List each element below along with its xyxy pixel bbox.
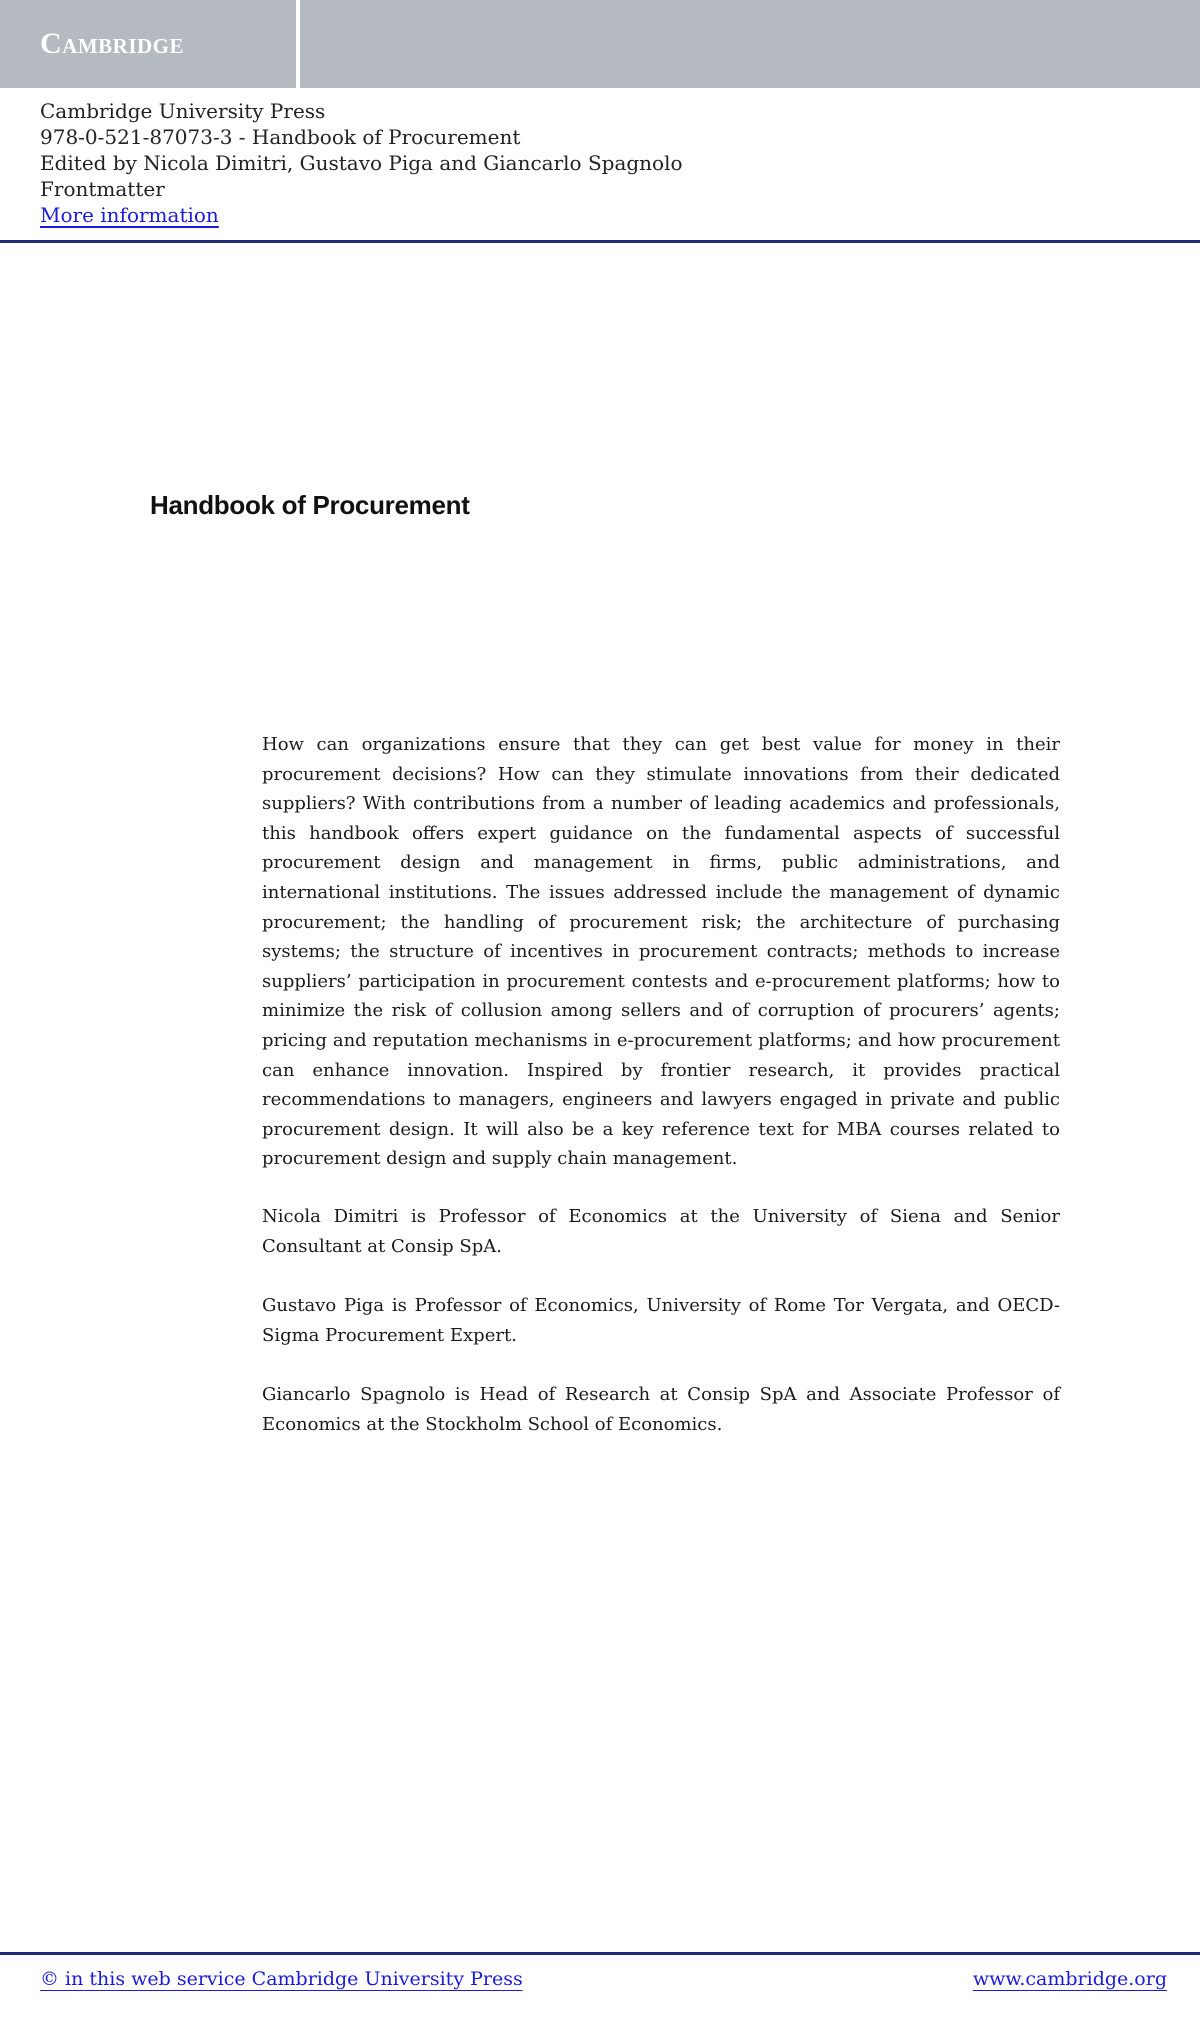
brand-header-bar [0,0,1200,88]
book-description-section [262,730,1060,1439]
book-description: How can organizations ensure that they can get best value for money in their procurement decisions? How can they stimulate innovations from their dedicated suppliers? With contributions from a number of leading academics and professionals, this handbook offers expert guidance on the fundamental aspects of successful procurement design and management in firms, public administrations, and international institutions. The issues addressed include the management of dynamic procurement; the handling of procurement risk; the architecture of purchasing systems; the structure of incentives in procurement contracts; methods to increase suppliers’ participation in procurement contests and e-procurement platforms; how to minimize the risk of collusion among sellers and of corruption of procurers’ agents; pricing and reputation mechanisms in e-procurement platforms; and how procurement can enhance innovation. Inspired by frontier research, it provides practical recommendations to managers, engineers and lawyers engaged in private and public procurement design. It will also be a key reference text for MBA courses related to procurement design and supply chain management. [262,734,1060,1170]
copyright-link[interactable]: © in this web service Cambridge University Press [40,1968,523,1990]
author-bio [262,1380,1060,1439]
publisher-name: Cambridge University Press [40,99,326,123]
website-link[interactable]: www.cambridge.org [972,1968,1167,1990]
cambridge-logo-text: Cambridge [40,27,185,60]
more-information-link[interactable]: More information [40,203,219,227]
editors-line: Edited by Nicola Dimitri, Gustavo Piga and Giancarlo Spagnolo [40,151,683,175]
header-divider [296,0,300,88]
author-name: Nicola Dimitri [262,1205,399,1227]
isbn-title: 978-0-521-87073-3 - Handbook of Procurement [40,125,521,149]
author-bio-text: is Professor of Economics, University of Rome Tor Vergata, and OECD-Sigma Procurement Expert. [262,1295,1060,1346]
header-rule [0,240,1200,243]
book-metadata [40,98,683,228]
book-title: Handbook of Procurement [150,490,470,520]
author-name: Gustavo Piga [262,1295,385,1317]
author-bio-text: is Head of Research at Consip SpA and Associate Professor of Economics at the Stockholm School of Economics. [262,1384,1060,1435]
author-name: Giancarlo Spagnolo [262,1384,446,1406]
footer-rule [0,1952,1200,1955]
author-bio [262,1291,1060,1350]
author-bio-text: is Professor of Economics at the University of Siena and Senior Consultant at Consip SpA. [262,1205,1060,1257]
author-bio [262,1202,1060,1261]
section-name: Frontmatter [40,177,165,201]
cambridge-logo[interactable] [0,0,296,88]
